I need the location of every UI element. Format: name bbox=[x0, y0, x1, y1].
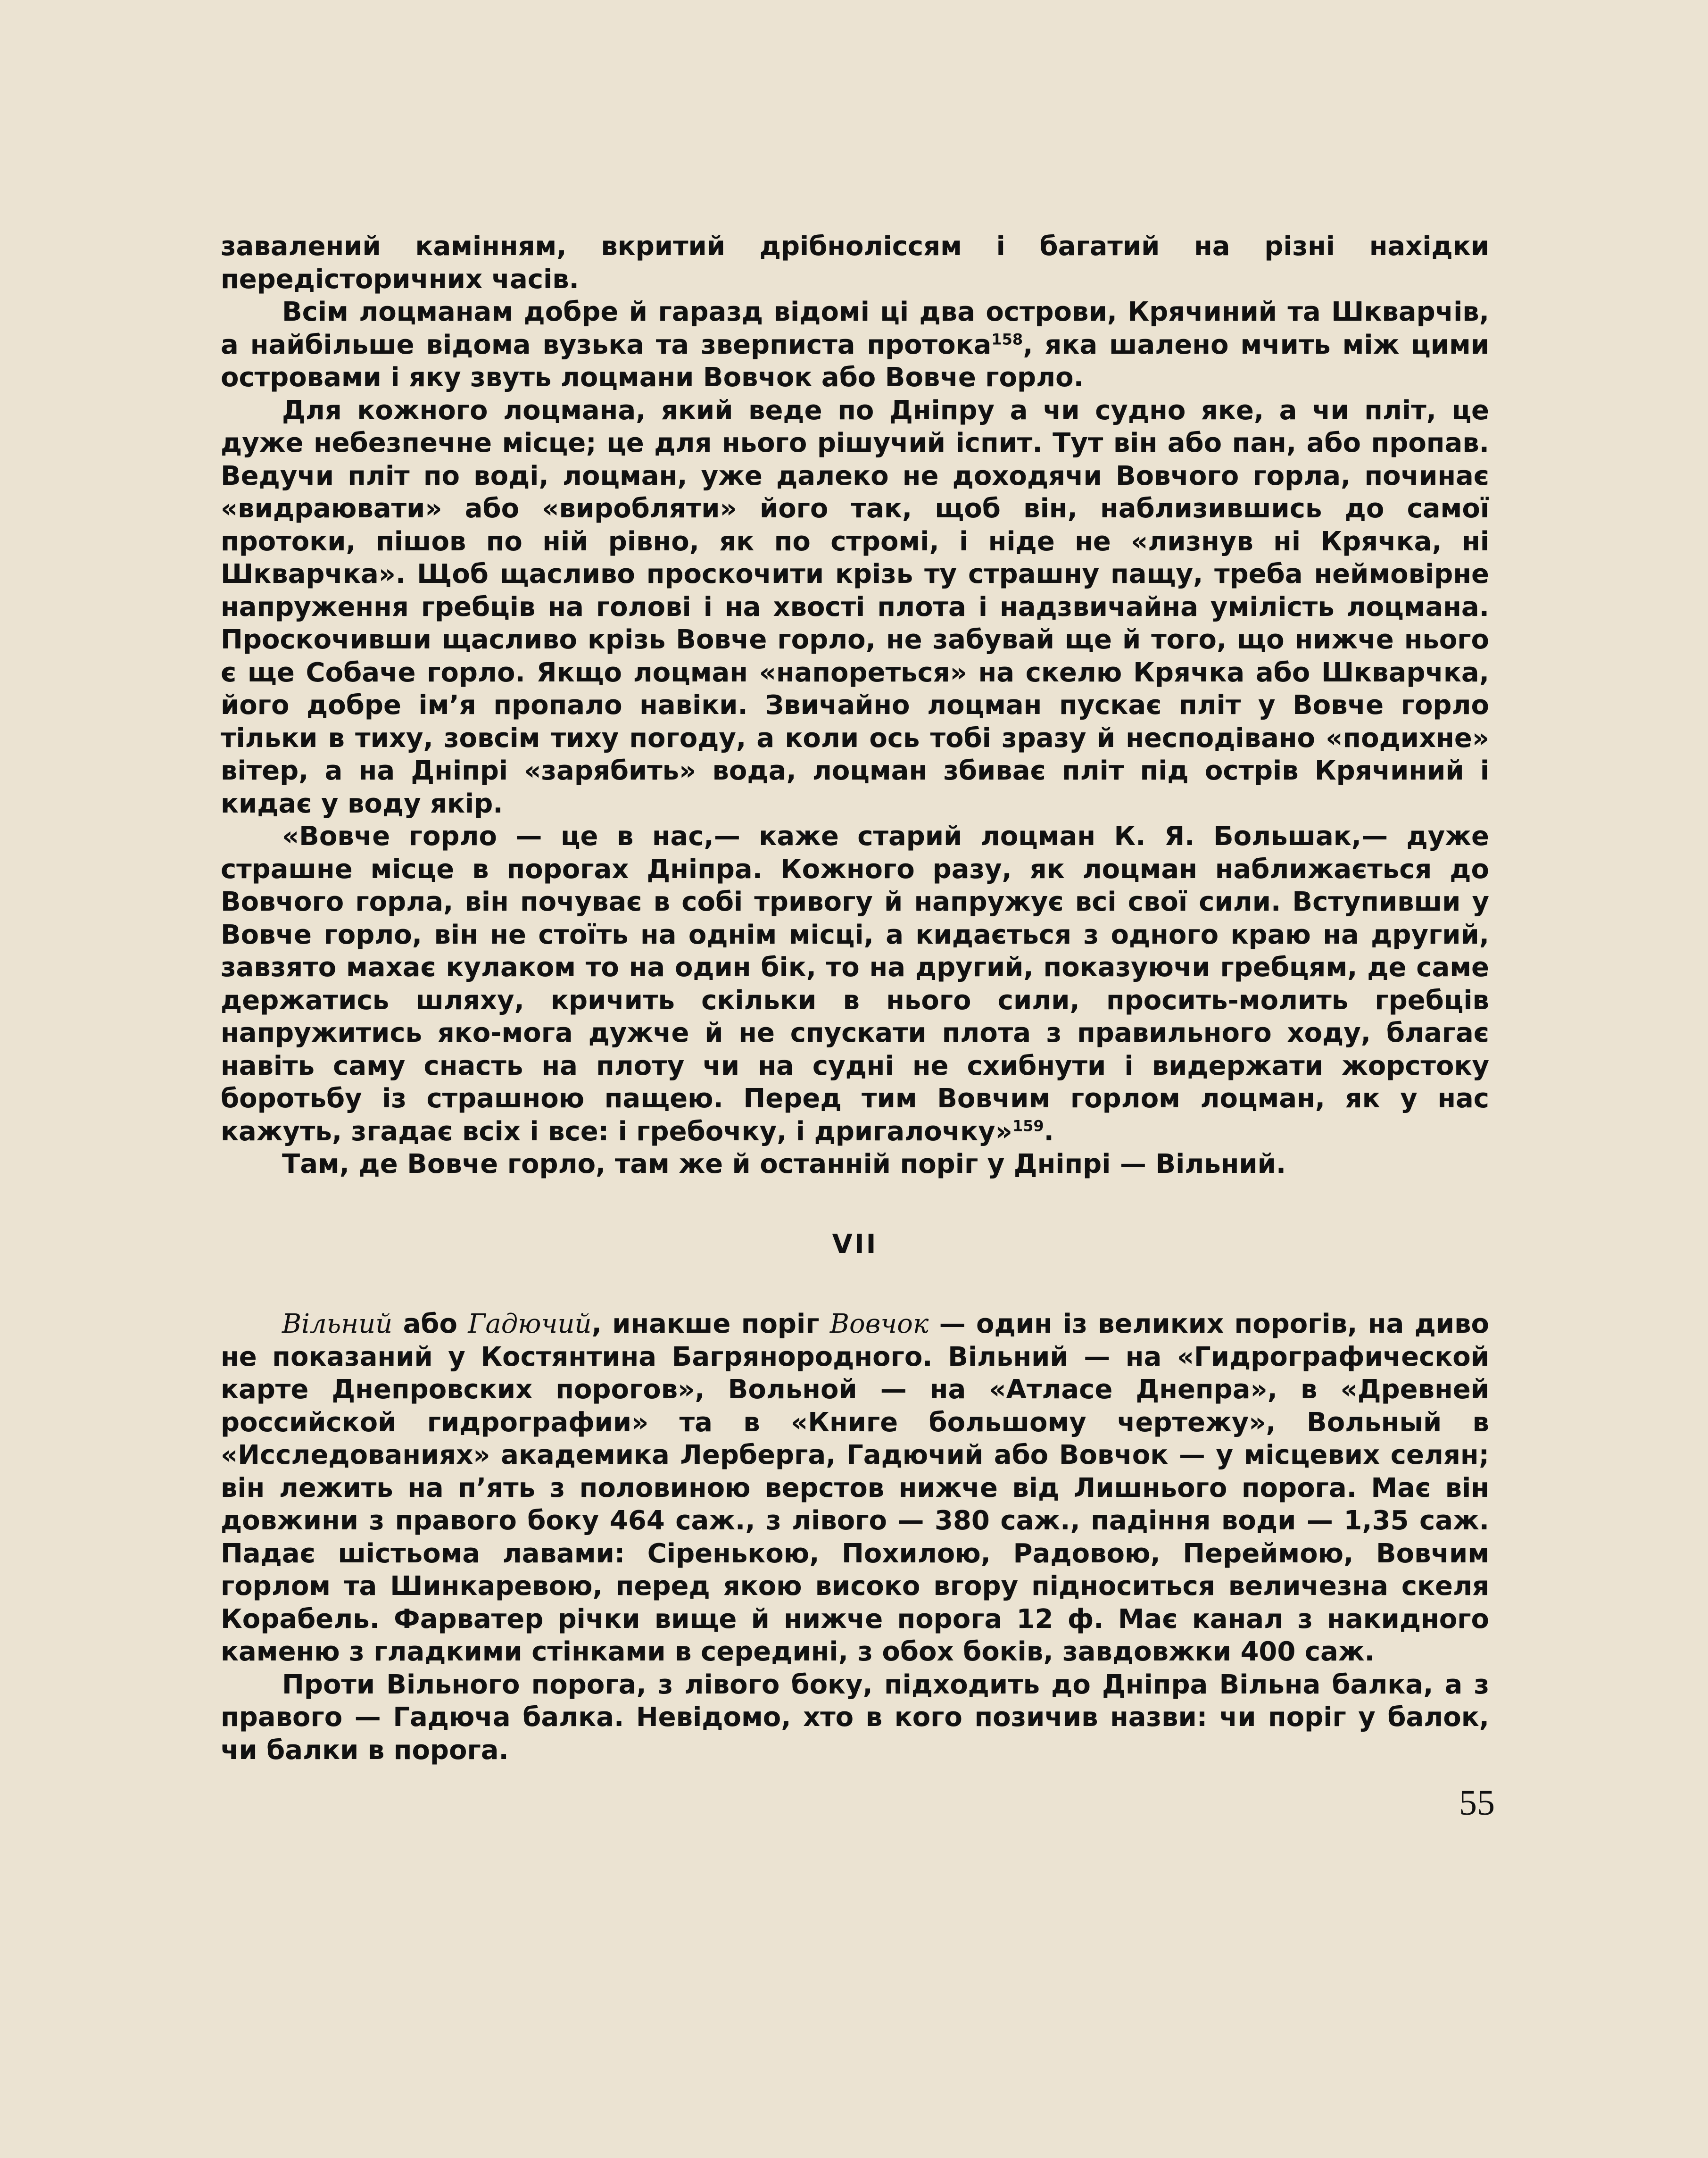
paragraph bbox=[221, 1308, 1489, 1668]
italic-term: Вовчок bbox=[829, 1309, 929, 1339]
italic-term: Гадючий bbox=[468, 1309, 592, 1339]
paragraph-text: , инакше поріг bbox=[591, 1309, 830, 1339]
italic-term: Вільний bbox=[282, 1309, 393, 1339]
footnote-ref: 158 bbox=[991, 330, 1023, 348]
paragraph: Проти Вільного порога, з лівого боку, підходить до Дніпра Вільна балка, а з правого — Гадюча балка. Невідомо, хто в кого позичив назви: чи поріг у балок, чи балки в порога. bbox=[221, 1669, 1489, 1766]
paragraph bbox=[221, 820, 1489, 1148]
footnote-ref: 159 bbox=[1012, 1116, 1044, 1135]
section-heading: VII bbox=[832, 1228, 878, 1260]
paragraph: завалений камінням, вкритий дрібноліссям і багатий на різні нахідки передісторичних часів. bbox=[221, 231, 1489, 295]
page-body bbox=[221, 230, 1489, 1767]
paragraph-text: , яка шалено мчить між цими островами і яку звуть лоцмани Вовчок або Вовче горло. bbox=[221, 329, 1489, 393]
paragraph: Там, де Вовче горло, там же й останній поріг у Дніпрі — Вільний. bbox=[282, 1149, 1286, 1179]
paragraph-text: або bbox=[392, 1309, 468, 1339]
paragraph: Для кожного лоцмана, який веде по Дніпру а чи судно яке, а чи пліт, це дуже небезпечне місце; це для нього рішучий іспит. Тут він або пан, або пропав. Ведучи пліт по воді, лоцман, уже далеко не доходячи Вовчого горла, починає «видраювати» або «виробляти» його так, щоб він, наблизившись до самої протоки, пішов по ній рівно, як по стромі, і ніде не «лизнув ні Крячка, ні Шкварчка». Щоб щасливо проскочити крізь ту страшну пащу, треба неймовірне напруження гребців на голові і на хвості плота і надзвичайна умілість лоцмана. Проскочивши щасливо крізь Вовче горло, не забувай ще й того, що нижче нього є ще Собаче горло. Якщо лоцман «напореться» на скелю Крячка або Шкварчка, його добре ім’я пропало навіки. Звичайно лоцман пускає пліт у Вовче горло тільки в тиху, зовсім тиху погоду, а коли ось тобі зразу й несподівано «подихне» вітер, а на Дніпрі «зарябить» вода, лоцман збиває пліт під острів Крячиний і кидає у воду якір. bbox=[221, 395, 1489, 819]
page-number: 55 bbox=[1459, 1783, 1495, 1823]
paragraph-text: Всім лоцманам добре й гаразд відомі ці два острови, Крячиний та Шкварчів, а найбільше відома вузька та зверписта протока bbox=[221, 297, 1489, 360]
paragraph-text: «Вовче горло — це в нас,— каже старий лоцман К. Я. Большак,— дуже страшне місце в порогах Дніпра. Кожного разу, як лоцман наближається до Вовчого горла, він почуває в собі тривогу й напружує всі свої сили. Вступивши у Вовче горло, він не стоїть на однім місці, а кидається з одного краю на другий, завзято махає кулаком то на один бік, то на другий, показуючи гребцям, де саме держатись шляху, кричить скільки в нього сили, просить-молить гребців напружитись яко-мога дужче й не спускати плота з правильного ходу, благає навіть саму снасть на плоту чи на судні не схибнути і видержати жорстоку боротьбу із страшною пащею. Перед тим Вовчим горлом лоцман, як у нас кажуть, згадає всіх і все: і гребочку, і дригалочку» bbox=[221, 821, 1489, 1147]
paragraph-text: . bbox=[1044, 1116, 1054, 1147]
paragraph bbox=[221, 296, 1489, 394]
paragraph-text: — один із великих порогів, на диво не показаний у Костянтина Багрянородного. Вільний — на «Гидрографической карте Днепровских порогов», Вольной — на «Атласе Днепра», в «Древней российской гидрографии» та в «Книге большому чертежу», Вольный в «Исследованиях» академика Лерберга, Гадючий або Вовчок — у місцевих селян; він лежить на п’ять з половиною верстов нижче від Лишнього порога. Має він довжини з правого боку 464 саж., з лівого — 380 саж., падіння води — 1,35 саж. Падає шістьома лавами: Сіренькою, Похилою, Радовою, Переймою, Вовчим горлом та Шинкаревою, перед якою високо вгору підноситься величезна скеля Корабель. Фарватер річки вище й нижче порога 12 ф. Має канал з накидного каменю з гладкими стінками в середині, з обох боків, завдовжки 400 саж. bbox=[221, 1309, 1490, 1667]
